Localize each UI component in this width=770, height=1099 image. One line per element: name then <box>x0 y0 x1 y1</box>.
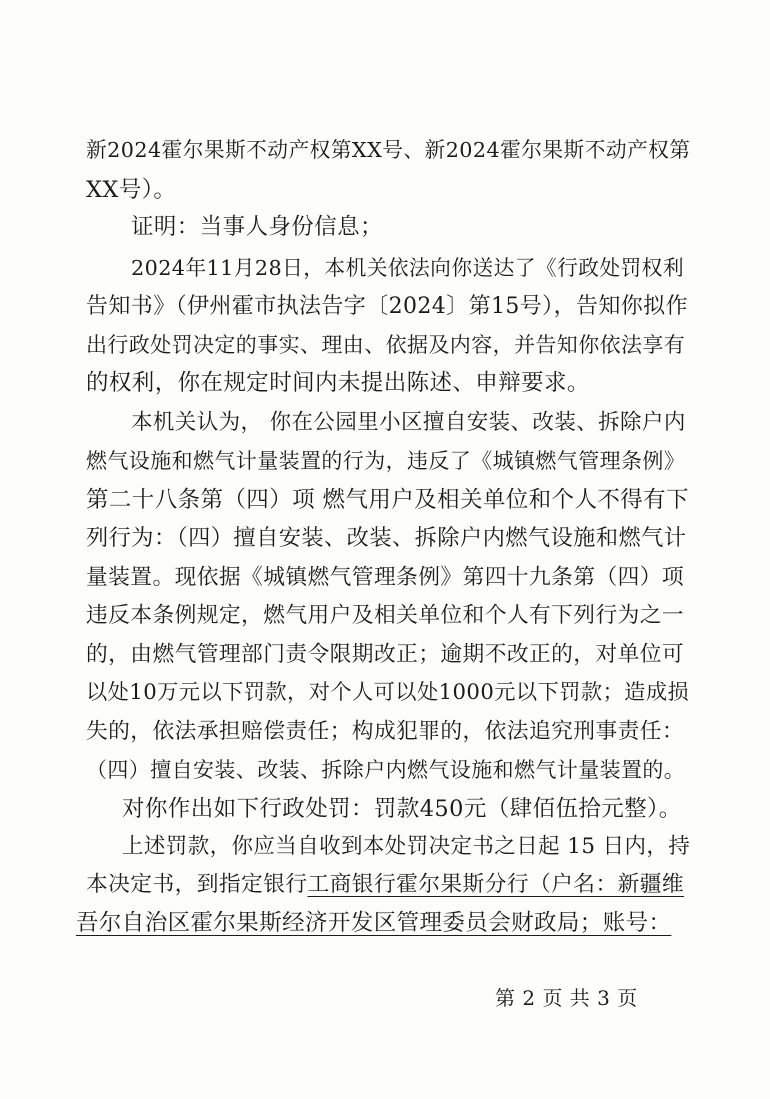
body-line: 违反本条例规定，燃气用户及相关单位和个人有下列行为之一 <box>86 603 685 628</box>
body-line <box>86 870 684 900</box>
body-line: 以处10万元以下罚款，对个人可以处1000元以下罚款；造成损 <box>86 680 690 705</box>
body-line <box>76 908 671 938</box>
body-line: （四）擅自安装、改装、拆除户内燃气设施和燃气计量装置的。 <box>86 758 686 782</box>
body-line: 对你作出如下行政处罚：罚款450元（肆佰伍拾元整）。 <box>122 796 682 822</box>
body-line: 证明：当事人身份信息； <box>131 214 383 240</box>
bank-account-underlined-text: 工商银行霍尔果斯分行（户名：新疆维 <box>307 872 685 897</box>
body-line: 失的，依法承担赔偿责任；构成犯罪的，依法追究刑事责任： <box>86 719 685 744</box>
body-line: 出行政处罚决定的事实、理由、依据及内容，并告知你依法享有 <box>86 333 686 357</box>
body-line: 列行为：（四）擅自安装、改装、拆除户内燃气设施和燃气计 <box>86 525 687 551</box>
body-line: 量装置。现依据《城镇燃气管理条例》第四十九条第（四）项 <box>86 565 685 590</box>
body-line: 新2024霍尔果斯不动产权第XX号、新2024霍尔果斯不动产权第 <box>86 138 691 162</box>
bank-account-underlined-text: 吾尔自治区霍尔果斯经济开发区管理委员会财政局；账号： <box>76 910 672 936</box>
body-line: 本机关认为， 你在公园里小区擅自安装、改装、拆除户内 <box>131 410 686 435</box>
body-line: 的，由燃气管理部门责令限期改正；逾期不改正的，对单位可 <box>86 642 685 667</box>
body-line-plain: 本决定书，到指定银行 <box>86 872 308 897</box>
body-line: 2024年11月28日，本机关依法向你送达了《行政处罚权利 <box>131 256 684 280</box>
body-line: 燃气设施和燃气计量装置的行为，违反了《城镇燃气管理条例》 <box>86 449 686 473</box>
page-number: 第 2 页 共 3 页 <box>495 986 638 1010</box>
body-line: 的权利，你在规定时间内未提出陈述、申辩要求。 <box>86 370 590 396</box>
body-line: 告知书》（伊州霍市执法告字〔2024〕第15号），告知你拟作 <box>86 294 688 319</box>
body-line: 第二十八条第（四）项 燃气用户及相关单位和个人不得有下 <box>86 487 689 513</box>
body-line: 上述罚款，你应当自收到本处罚决定书之日起 15 日内，持 <box>122 834 691 859</box>
body-line: XX号）。 <box>86 177 177 203</box>
